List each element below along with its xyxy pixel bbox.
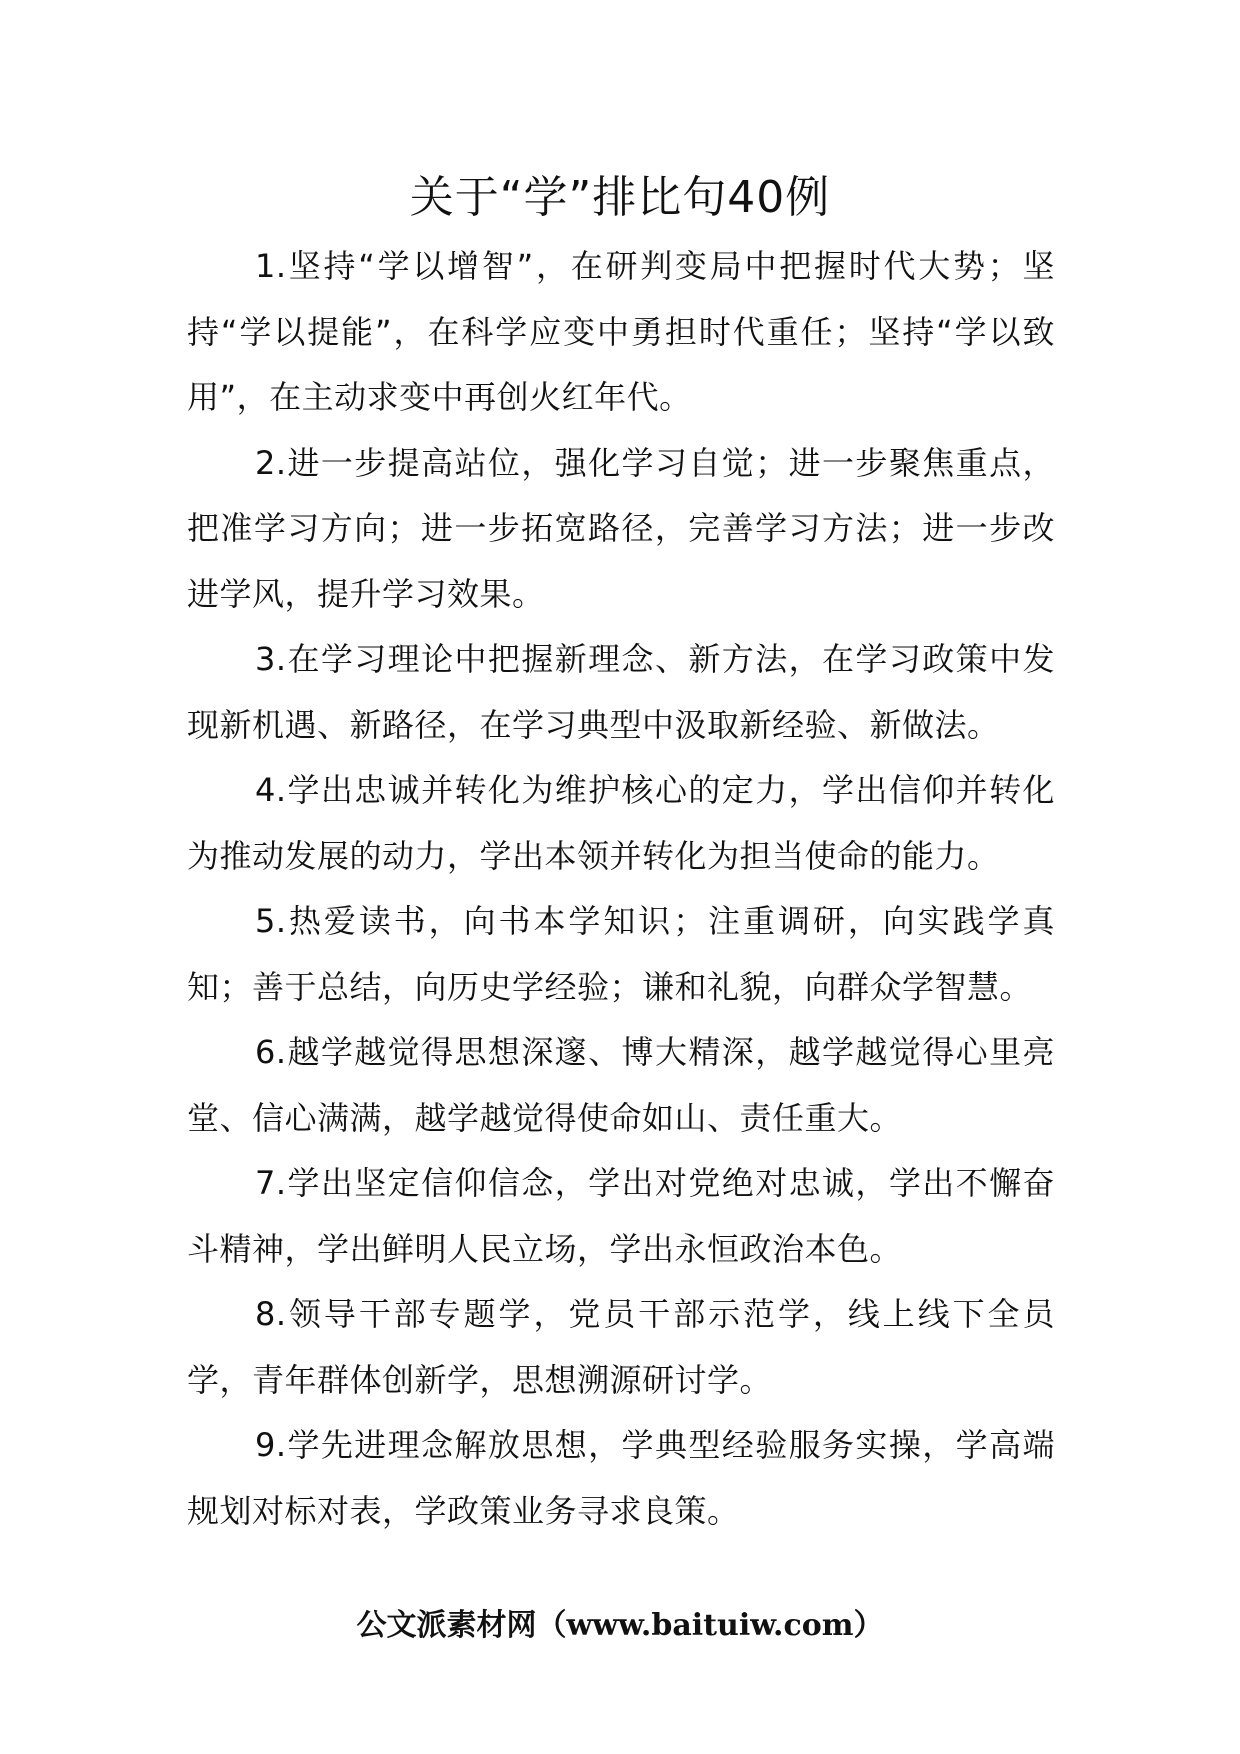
paragraph-5: 5.热爱读书，向书本学知识；注重调研，向实践学真知；善于总结，向历史学经验；谦和礼貌，向群众学智慧。 (187, 902, 1055, 1006)
paragraph-2: 2.进一步提高站位，强化学习自觉；进一步聚焦重点，把准学习方向；进一步拓宽路径，完善学习方法；进一步改进学风，提升学习效果。 (187, 443, 1055, 613)
paragraph-7: 7.学出坚定信仰信念，学出对党绝对忠诚，学出不懈奋斗精神，学出鲜明人民立场，学出永恒政治本色。 (187, 1164, 1055, 1268)
footer-watermark: 公文派素材网（www.baituiw.com） (356, 1608, 884, 1643)
document-body (187, 234, 1055, 1544)
paragraph-9: 9.学先进理念解放思想，学典型经验服务实操，学高端规划对标对表，学政策业务寻求良策。 (187, 1426, 1055, 1530)
paragraph-3: 3.在学习理论中把握新理念、新方法，在学习政策中发现新机遇、新路径，在学习典型中汲取新经验、新做法。 (187, 640, 1055, 744)
paragraph-8: 8.领导干部专题学，党员干部示范学，线上线下全员学，青年群体创新学，思想溯源研讨学。 (187, 1295, 1055, 1399)
paragraph-6: 6.越学越觉得思想深邃、博大精深，越学越觉得心里亮堂、信心满满，越学越觉得使命如山、责任重大。 (187, 1033, 1055, 1137)
page-title: 关于“学”排比句40例 (409, 172, 831, 223)
paragraph-1: 1.坚持“学以增智”，在研判变局中把握时代大势；坚持“学以提能”，在科学应变中勇担时代重任；坚持“学以致用”，在主动求变中再创火红年代。 (187, 247, 1055, 416)
paragraph-4: 4.学出忠诚并转化为维护核心的定力，学出信仰并转化为推动发展的动力，学出本领并转化为担当使命的能力。 (187, 771, 1055, 875)
